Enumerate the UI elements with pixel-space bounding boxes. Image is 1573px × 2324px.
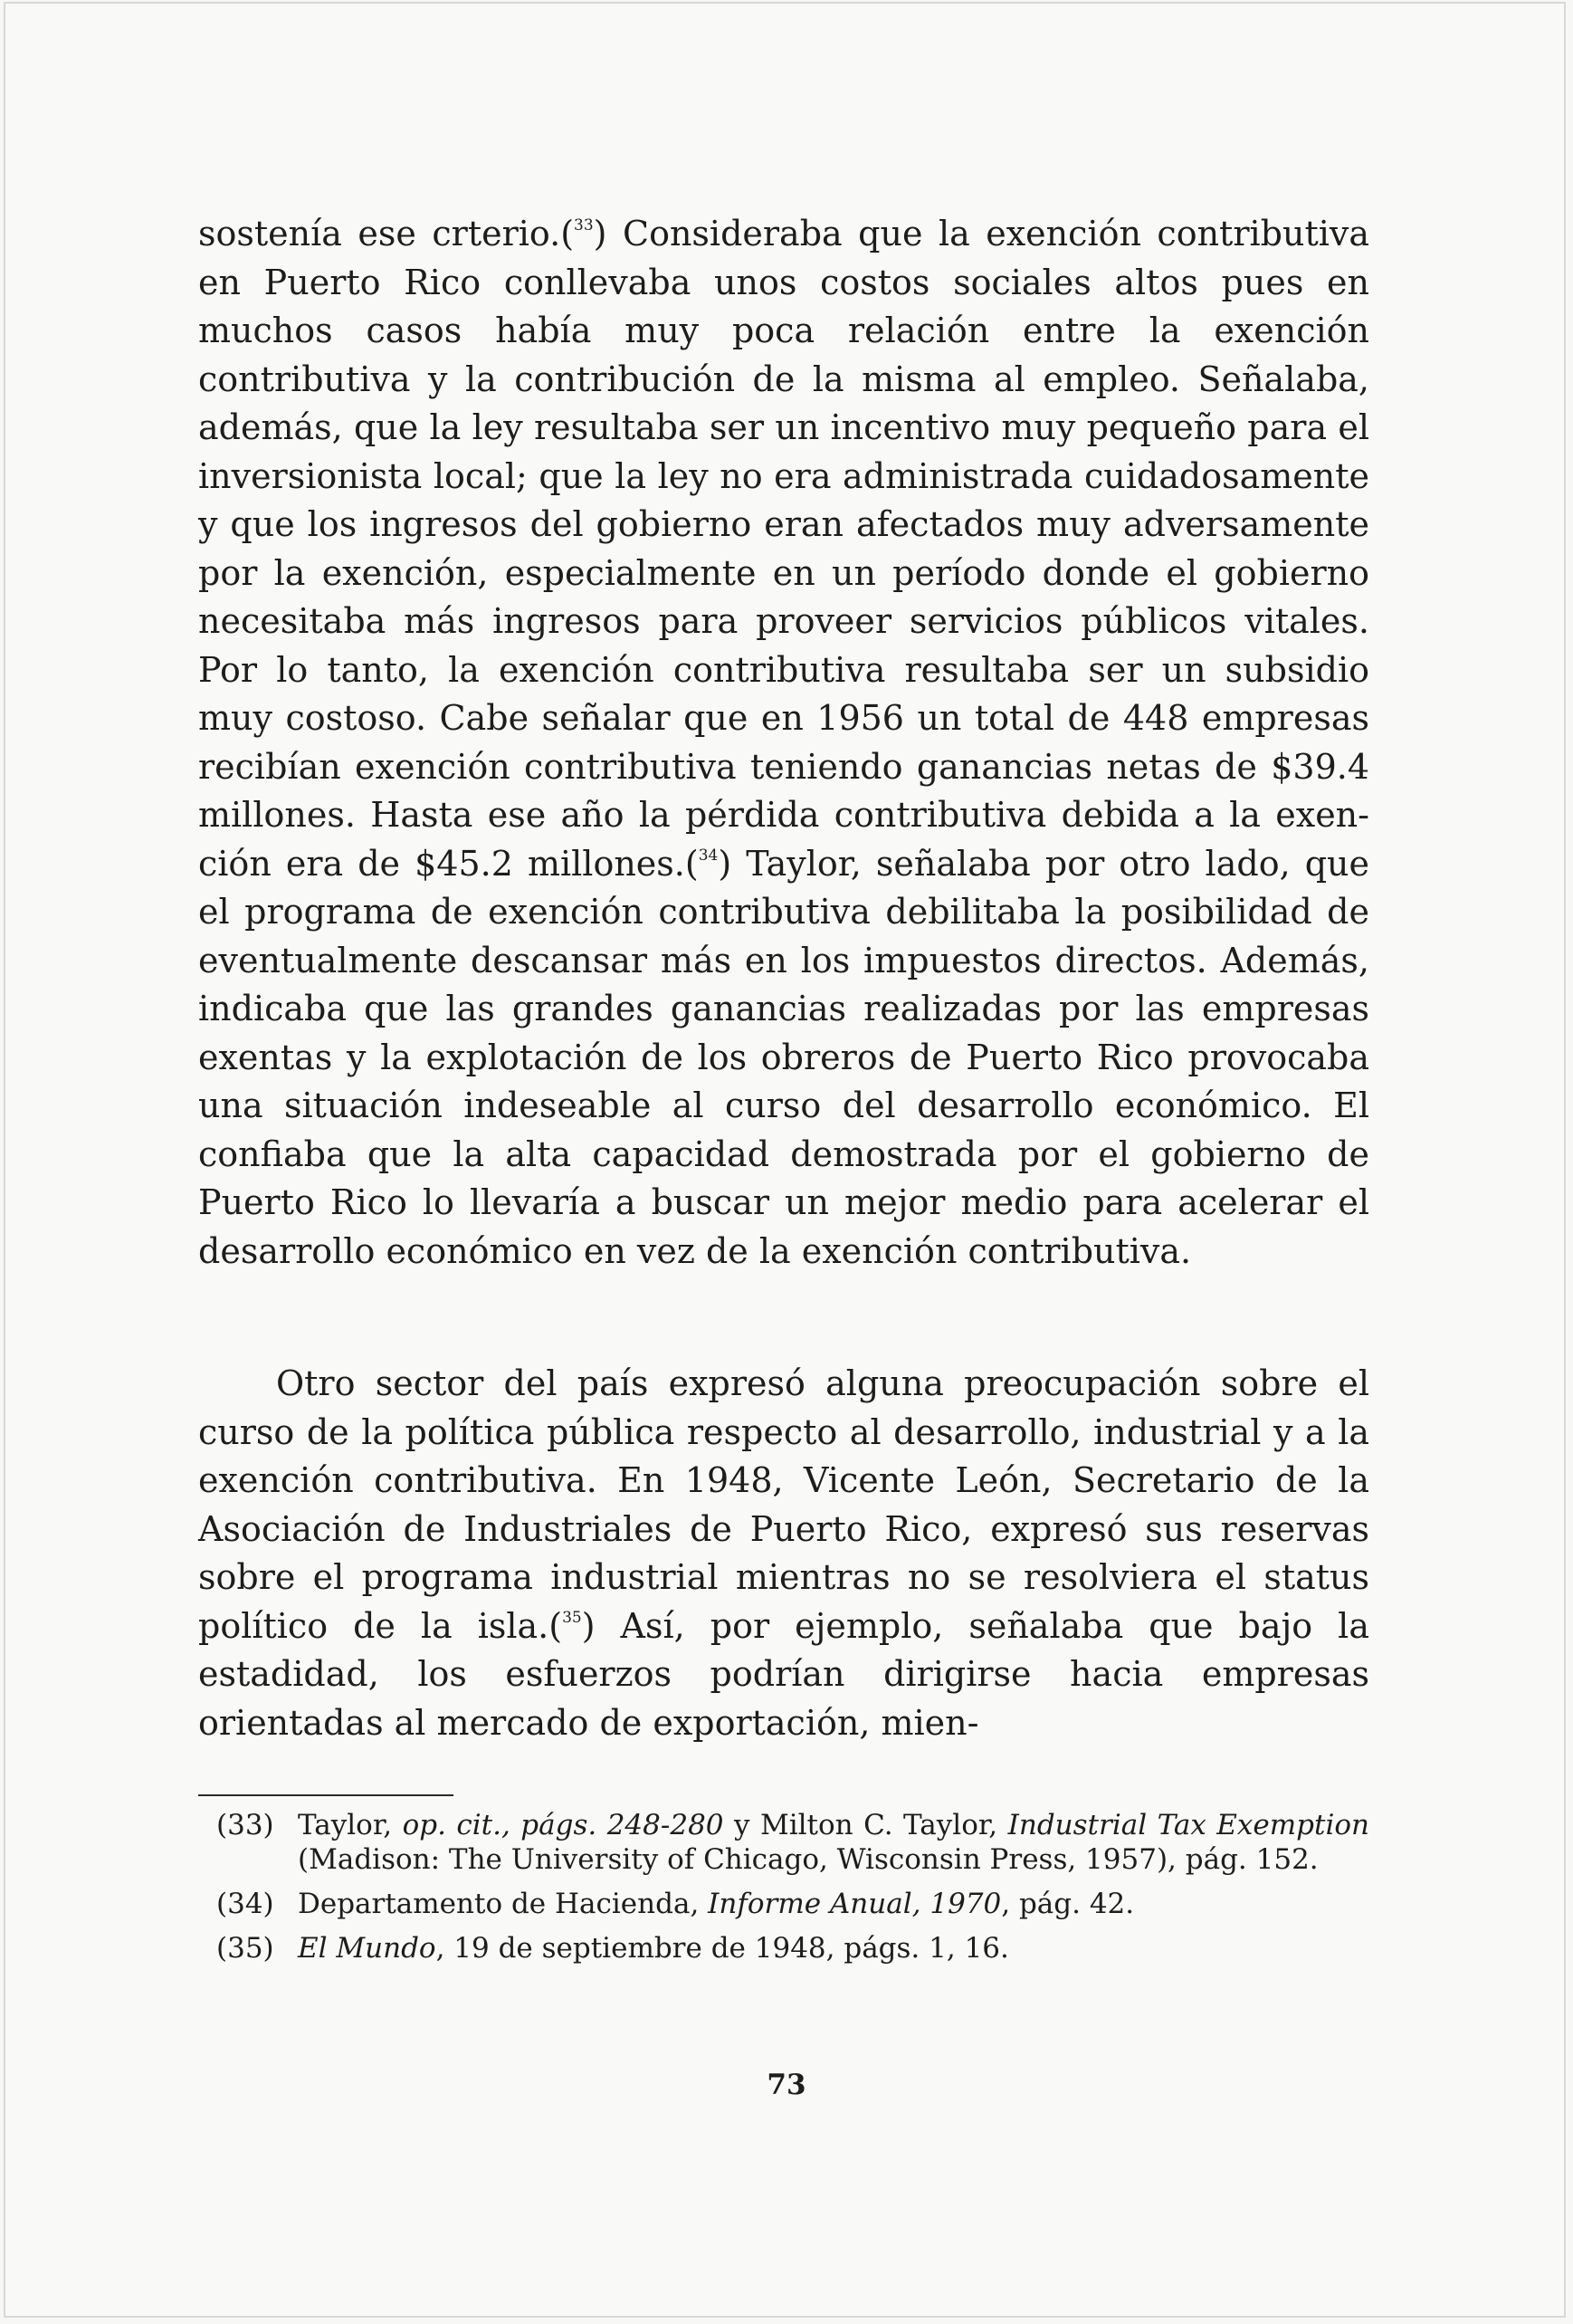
footnote-divider — [198, 1794, 453, 1796]
footnote-text-part: , pág. 42. — [1001, 1888, 1135, 1920]
footnote-italic-part: Informe Anual, 1970 — [708, 1888, 1002, 1920]
text-segment: sostenía ese crterio.( — [198, 214, 575, 253]
text-segment: ) Taylor, señalaba por otro lado, que el programa de exención contributiva debilitaba la posibilidad de eventualmente descansar más en los impuestos directos. Además, indicaba que las grandes ganancias realizadas por las empresas exentas y la explotación de los obreros de Puerto Rico provocaba una situación indeseable al curso del desarrollo económico. El confiaba que la alta capacidad demostrada por el gobierno de Puerto Rico lo llevaría a buscar un mejor medio para acelerar el desarrollo económico en vez de la exención contributiva. — [198, 843, 1369, 1271]
footnote-number: (35) — [216, 1932, 274, 1965]
footnote-ref-35: 35 — [562, 1608, 582, 1627]
text-segment: Otro sector del país expresó alguna preocupación sobre el curso de la política pública respecto al desarrollo, industrial y a la exención contributiva. En 1948, Vicente León, Secretario de la Asociación de Industriales de Puerto Rico, expresó sus reservas sobre el programa industrial mientras no se resolviera el status político de la isla.( — [198, 1363, 1369, 1646]
body-paragraph-1 — [198, 210, 1369, 1276]
footnote-ref-34: 34 — [698, 846, 719, 865]
footnote-italic-part: Industrial Tax Exemption — [1007, 1809, 1369, 1841]
footnote-italic-part: El Mundo — [298, 1932, 436, 1965]
footnote-text-part: (Madison: The University of Chicago, Wisconsin Press, 1957), pág. 152. — [298, 1843, 1319, 1876]
footnote-text-part: Departamento de Hacienda, — [298, 1888, 709, 1920]
footnote-text-part: Taylor, — [298, 1809, 403, 1841]
footnote-text — [298, 1931, 1369, 1965]
footnote-text — [298, 1887, 1369, 1921]
footnote-text — [298, 1808, 1369, 1877]
page-number: 73 — [767, 2069, 806, 2101]
footnote-italic-part: op. cit., págs. 248-280 — [402, 1809, 724, 1841]
footnote-34 — [198, 1887, 1369, 1921]
footnote-number: (33) — [216, 1809, 274, 1841]
text-segment: ) Consideraba que la exención contributiva en Puerto Rico conllevaba unos costos sociales altos pues en muchos casos había muy poca relación entre la exención contributiva y la contribución de la misma al empleo. Señalaba, además, que la ley resultaba ser un incentivo muy pequeño para el inversionista local; que la ley no era administrada cuidadosamente y que los ingresos del gobierno eran afectados muy adversamente por la exención, especialmente en un período donde el gobierno necesitaba más ingresos para proveer servicios públicos vitales. Por lo tanto, la exención contributiva resultaba ser un subsidio muy costoso. Cabe señalar que en 1956 un total de 448 empresas recibían exención contributiva teniendo ganancias netas de $39.4 millones. Hasta ese año la pérdida contributiva debida a la exención era de $45.2 millones.( — [198, 214, 1369, 884]
footnote-33 — [198, 1808, 1369, 1877]
footnote-35 — [198, 1931, 1369, 1965]
body-paragraph-2 — [198, 1360, 1369, 1747]
footnote-text-part: , 19 de septiembre de 1948, págs. 1, 16. — [435, 1932, 1009, 1965]
footnote-list — [198, 1808, 1369, 1975]
text-segment: ) Así, por ejemplo, señalaba que bajo la estadidad, los esfuerzos podrían dirigirse hacia empresas orientadas al mercado de exportación, mien- — [198, 1605, 1369, 1743]
footnote-text-part: y Milton C. Taylor, — [723, 1809, 1008, 1841]
footnote-number: (34) — [216, 1888, 274, 1920]
footnote-ref-33: 33 — [574, 216, 594, 234]
